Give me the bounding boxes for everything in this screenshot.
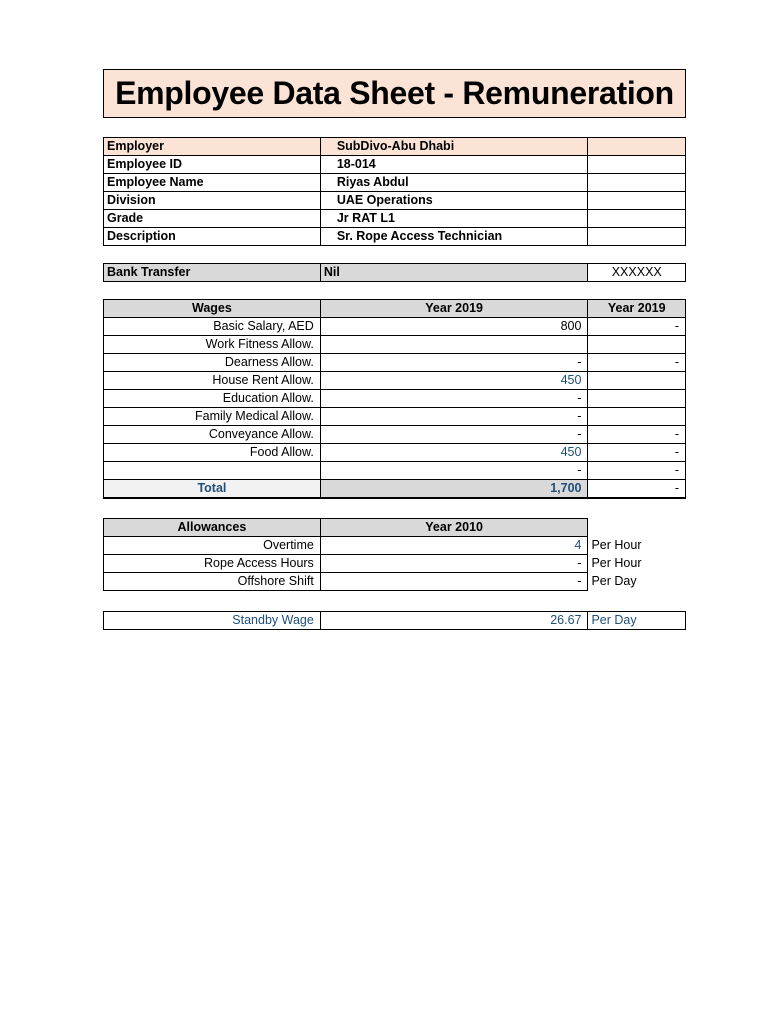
employee-name-value: Riyas Abdul	[320, 174, 588, 192]
allowances-header-row	[104, 519, 686, 537]
grade-label: Grade	[104, 210, 321, 228]
employee-info-table	[103, 137, 686, 246]
standby-row	[104, 612, 686, 630]
sheet-title: Employee Data Sheet - Remuneration	[103, 69, 686, 118]
table-row	[104, 318, 686, 336]
employee-info-row	[104, 174, 686, 192]
wage-value-2	[588, 390, 686, 408]
table-row	[104, 537, 686, 555]
wage-value-2	[588, 372, 686, 390]
empty-cell	[588, 210, 686, 228]
employer-value: SubDivo-Abu Dhabi	[320, 138, 588, 156]
wage-value-1: 800	[320, 318, 588, 336]
empty-cell	[588, 192, 686, 210]
standby-table	[103, 611, 686, 630]
table-row	[104, 336, 686, 354]
bank-row	[104, 264, 686, 282]
allowance-label: Offshore Shift	[104, 573, 321, 591]
allowance-value: 4	[320, 537, 588, 555]
wages-header-year-1: Year 2019	[320, 300, 588, 318]
allowance-unit: Per Hour	[591, 556, 642, 570]
bank-account: XXXXXX	[588, 264, 686, 282]
wage-value-2: -	[588, 426, 686, 444]
description-label: Description	[104, 228, 321, 246]
wage-value-1: -	[320, 426, 588, 444]
wage-value-2: -	[588, 354, 686, 372]
wage-label: Education Allow.	[104, 390, 321, 408]
wage-value-1: -	[320, 462, 588, 480]
bank-table	[103, 263, 686, 282]
table-row	[104, 444, 686, 462]
division-label: Division	[104, 192, 321, 210]
bank-transfer-value: Nil	[320, 264, 588, 282]
wage-value-1	[320, 336, 588, 354]
wage-value-1: -	[320, 390, 588, 408]
employee-id-label: Employee ID	[104, 156, 321, 174]
allowances-header-year: Year 2010	[320, 519, 588, 537]
table-row	[104, 462, 686, 480]
allowance-unit: Per Day	[591, 574, 637, 588]
table-row	[104, 426, 686, 444]
standby-wage-value: 26.67	[320, 612, 588, 630]
total-value-1: 1,700	[320, 480, 588, 499]
employee-info-row	[104, 156, 686, 174]
total-label: Total	[104, 480, 321, 499]
wage-label: Family Medical Allow.	[104, 408, 321, 426]
empty-cell	[588, 138, 686, 156]
allowance-value: -	[320, 573, 588, 591]
wage-value-1: -	[320, 354, 588, 372]
employee-info-row	[104, 192, 686, 210]
table-row	[104, 354, 686, 372]
wage-label	[104, 462, 321, 480]
allowances-header-label: Allowances	[104, 519, 321, 537]
allowance-unit: Per Hour	[591, 538, 642, 552]
division-value: UAE Operations	[320, 192, 588, 210]
wages-header-row	[104, 300, 686, 318]
data-sheet	[103, 69, 686, 630]
wage-label: Dearness Allow.	[104, 354, 321, 372]
employee-info-row	[104, 138, 686, 156]
wage-value-1: -	[320, 408, 588, 426]
employee-info-row	[104, 210, 686, 228]
wage-label: House Rent Allow.	[104, 372, 321, 390]
employer-label: Employer	[104, 138, 321, 156]
wage-label: Work Fitness Allow.	[104, 336, 321, 354]
table-row	[104, 390, 686, 408]
wage-value-2	[588, 408, 686, 426]
wage-value-2: -	[588, 318, 686, 336]
table-row	[104, 372, 686, 390]
allowance-label: Rope Access Hours	[104, 555, 321, 573]
wage-label: Conveyance Allow.	[104, 426, 321, 444]
wage-label: Basic Salary, AED	[104, 318, 321, 336]
table-row	[104, 555, 686, 573]
empty-cell	[588, 156, 686, 174]
empty-cell	[588, 174, 686, 192]
total-value-2: -	[588, 480, 686, 499]
empty-cell	[588, 519, 686, 537]
wage-value-1: 450	[320, 372, 588, 390]
empty-cell	[588, 228, 686, 246]
employee-info-row	[104, 228, 686, 246]
wage-value-2	[588, 336, 686, 354]
table-row	[104, 408, 686, 426]
wage-label: Food Allow.	[104, 444, 321, 462]
employee-id-value: 18-014	[320, 156, 588, 174]
allowances-table	[103, 518, 686, 591]
wages-header-year-2: Year 2019	[588, 300, 686, 318]
wages-total-row	[104, 480, 686, 499]
allowance-label: Overtime	[104, 537, 321, 555]
wages-table	[103, 299, 686, 499]
wage-value-2: -	[588, 444, 686, 462]
wages-header-label: Wages	[104, 300, 321, 318]
wage-value-1: 450	[320, 444, 588, 462]
standby-wage-label: Standby Wage	[104, 612, 321, 630]
description-value: Sr. Rope Access Technician	[320, 228, 588, 246]
bank-transfer-label: Bank Transfer	[104, 264, 321, 282]
wage-value-2: -	[588, 462, 686, 480]
allowance-value: -	[320, 555, 588, 573]
grade-value: Jr RAT L1	[320, 210, 588, 228]
standby-wage-unit: Per Day	[588, 612, 686, 630]
table-row	[104, 573, 686, 591]
employee-name-label: Employee Name	[104, 174, 321, 192]
